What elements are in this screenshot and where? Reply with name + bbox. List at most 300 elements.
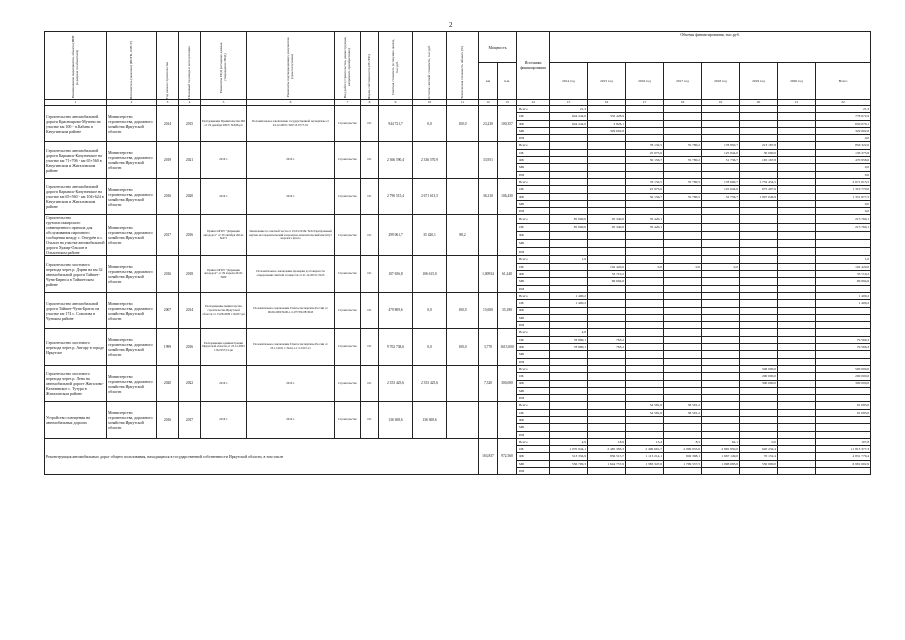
project-documents: 2016 г. (247, 402, 335, 438)
column-number: 9 (379, 100, 413, 106)
funding-cell (664, 186, 702, 193)
funding-cell (550, 200, 588, 207)
funding-cell: 675 407,6 (740, 186, 778, 193)
funding-cell: 35 420,1 (626, 215, 664, 223)
funding-cell (626, 336, 664, 343)
funding-cell (816, 351, 871, 358)
funding-cell (550, 149, 588, 156)
funding-cell (550, 387, 588, 394)
table-body (45, 106, 871, 475)
funding-cell (740, 271, 778, 278)
funding-cell (778, 292, 816, 299)
funding-cell (778, 307, 816, 314)
table-row (45, 178, 871, 185)
funding-cell (550, 193, 588, 200)
funding-cell (740, 409, 778, 416)
funding-cell (626, 329, 664, 336)
funding-source-label: МБ (517, 314, 550, 321)
funding-cell (778, 409, 816, 416)
table-row (45, 256, 871, 263)
funding-cell (702, 300, 740, 307)
funding-cell (740, 402, 778, 409)
project-documents: Положительное заключение проверки достоверности определения сметной стоимости от 21.12.2015г. №23 (247, 256, 335, 292)
project-name: Строительство автомобильной дороги Карымск-Качугинское на участке км 65+560 - км 104+624 в Качугинском и Жигаловском районе (45, 178, 107, 214)
funding-cell (778, 416, 816, 423)
funding-cell (626, 314, 664, 321)
funding-cell (702, 208, 740, 215)
funding-cell (778, 135, 816, 142)
funding-cell (702, 171, 740, 178)
funding-cell: 0,0 (816, 171, 871, 178)
funding-cell (816, 314, 871, 321)
funding-cell (588, 231, 626, 239)
project-pm (498, 142, 517, 178)
funding-cell (664, 395, 702, 402)
funding-cell (550, 142, 588, 149)
funding-cell (702, 402, 740, 409)
funding-cell (778, 424, 816, 431)
funding-cell (740, 300, 778, 307)
funding-cell (626, 292, 664, 299)
funding-cell: 51 736,7 (702, 157, 740, 164)
funding-cell (664, 365, 702, 372)
funding-source-label: Всего (517, 365, 550, 372)
funding-cell (588, 358, 626, 365)
funding-cell (740, 322, 778, 329)
funding-cell (588, 106, 626, 113)
funding-cell: 52 756,7 (702, 193, 740, 200)
project-psd: Приказ ОГКУ "Дирекция автодорог" от 29 апреля 2015г. №80 (201, 256, 247, 292)
funding-cell: 329 602,8 (816, 127, 871, 134)
funding-cell (550, 186, 588, 193)
project-ownership: ОС (361, 402, 379, 438)
funding-source-label: ФБ (517, 271, 550, 278)
funding-cell (702, 416, 740, 423)
funding-cell (816, 307, 871, 314)
funding-source-label: ИИ (517, 208, 550, 215)
project-work-type: Строительство (335, 365, 361, 401)
funding-cell: 95 340,0 (588, 223, 626, 231)
funding-cell (740, 329, 778, 336)
header-2018: 2018 год (702, 63, 740, 100)
funding-cell: 2 099 055,6 (664, 446, 702, 453)
funding-cell (664, 120, 702, 127)
project-start-year: 2016 (157, 178, 179, 214)
funding-cell (626, 358, 664, 365)
funding-cell (550, 314, 588, 321)
funding-cell (702, 431, 740, 438)
project-readiness: 100,0 (447, 292, 479, 328)
funding-cell (664, 424, 702, 431)
funding-cell (626, 271, 664, 278)
funding-cell: 35 420,1 (626, 223, 664, 231)
funding-cell: 4,9 (550, 438, 588, 445)
funding-cell: 50 156,7 (626, 193, 664, 200)
funding-cell: 21,3 (816, 106, 871, 113)
funding-cell (588, 424, 626, 431)
project-end-year: 2016 (179, 329, 201, 365)
funding-source-label: МБ (517, 387, 550, 394)
project-psd: 2016 г. (201, 365, 247, 401)
funding-cell (702, 314, 740, 321)
project-estimate: 9 702 738,6 (379, 329, 413, 365)
column-number: 12 (479, 100, 498, 106)
funding-source-label: ИИ (517, 358, 550, 365)
funding-cell (816, 322, 871, 329)
funding-cell (588, 416, 626, 423)
project-readiness: 88,2 (447, 215, 479, 256)
project-name: Устройство освещения на автомобильных дорогах (45, 402, 107, 438)
project-work-type: Строительство (335, 329, 361, 365)
funding-cell (588, 256, 626, 263)
funding-cell (778, 240, 816, 248)
funding-cell (740, 164, 778, 171)
funding-cell: 2 485 383,3 (588, 446, 626, 453)
funding-cell (664, 149, 702, 156)
project-readiness (447, 402, 479, 438)
funding-cell (778, 431, 816, 438)
project-pm (498, 215, 517, 256)
funding-cell: 1,6 (550, 256, 588, 263)
funding-cell (550, 240, 588, 248)
funding-cell (702, 307, 740, 314)
funding-cell (702, 285, 740, 292)
funding-cell: 78 880,1 (550, 344, 588, 351)
funding-cell: 213 187,8 (740, 142, 778, 149)
funding-cell (550, 171, 588, 178)
project-psd: Приказ ОГКУ "Дирекция автодорог" от 30 октября 2014г. №471 (201, 215, 247, 256)
project-customer: Министерство строительства, дорожного хозяйства Иркутской области (107, 106, 157, 142)
funding-cell: 79 566,3 (816, 336, 871, 343)
funding-source-label: Всего (517, 329, 550, 336)
funding-cell (626, 387, 664, 394)
funding-cell (740, 223, 778, 231)
header-pm: п.м. (498, 63, 517, 100)
project-end-year: 2015 (179, 106, 201, 142)
funding-cell (588, 468, 626, 475)
funding-cell (588, 200, 626, 207)
project-remaining: 106 615,0 (413, 256, 447, 292)
project-estimate: 479 809,6 (379, 292, 413, 328)
funding-source-label: ИИ (517, 248, 550, 256)
project-name: Строительство автомобильной дороги Карымск-Качугинское на участке км 71+706 - км 65+560 в Качугинском и Жигаловском районе (45, 142, 107, 178)
funding-cell (702, 424, 740, 431)
funding-source-label: ИИ (517, 322, 550, 329)
funding-cell (588, 157, 626, 164)
funding-cell (588, 149, 626, 156)
funding-cell: 35 780,5 (664, 193, 702, 200)
funding-source-label: ИИ (517, 431, 550, 438)
funding-cell (778, 149, 816, 156)
project-end-year: 2018 (179, 256, 201, 292)
total-pm: 972,560 (498, 438, 517, 474)
funding-cell (702, 373, 740, 380)
table-row (45, 329, 871, 336)
funding-cell: 1,0 (816, 256, 871, 263)
funding-cell (588, 431, 626, 438)
funding-cell (778, 446, 816, 453)
funding-cell (702, 329, 740, 336)
funding-cell (740, 351, 778, 358)
project-psd: 2016 г. (201, 142, 247, 178)
funding-source-label: Всего (517, 292, 550, 299)
funding-cell: 6 981 602,9 (816, 460, 871, 467)
funding-cell: 200 000,0 (740, 373, 778, 380)
funding-cell (550, 263, 588, 270)
project-documents: 2016 г. (247, 142, 335, 178)
project-remaining: 2 353 425,6 (413, 365, 447, 401)
project-customer: Министерство строительства, дорожного хозяйства Иркутской области (107, 402, 157, 438)
funding-cell (550, 178, 588, 185)
funding-cell (740, 208, 778, 215)
funding-cell (778, 336, 816, 343)
project-work-type: Строительство (335, 256, 361, 292)
column-number: 11 (447, 100, 479, 106)
table-row (45, 215, 871, 223)
funding-cell (740, 135, 778, 142)
funding-cell: 70 152,4 (740, 453, 778, 460)
header-volume: Объемы финансирования, тыс.руб. (550, 32, 871, 63)
project-remaining: 136 308,6 (413, 402, 447, 438)
project-end-year: 2020 (179, 178, 201, 214)
funding-cell: 644 244,0 (550, 120, 588, 127)
funding-cell (550, 358, 588, 365)
funding-source-label: ИИ (517, 468, 550, 475)
project-pm: 100,357 (498, 106, 517, 142)
project-km: 3,770 (479, 329, 498, 365)
funding-cell (626, 171, 664, 178)
project-ownership: ОС (361, 329, 379, 365)
project-readiness: 100,0 (447, 329, 479, 365)
funding-cell: 1 709 557,5 (664, 460, 702, 467)
funding-cell: 85 000,0 (550, 223, 588, 231)
funding-cell (740, 387, 778, 394)
financing-table (44, 31, 871, 475)
column-number: 7 (335, 100, 361, 106)
funding-source-label: МБ (517, 278, 550, 285)
project-documents: Положительное заключение Главгосэкспертизы России от 06.06.2009 №00-1-5-077/09-08/3043 (247, 292, 335, 328)
funding-cell: 79 566,3 (816, 344, 871, 351)
funding-cell (778, 365, 816, 372)
funding-source-label: ИИ (517, 285, 550, 292)
project-customer: Министерство строительства, дорожного хозяйства Иркутской области (107, 365, 157, 401)
funding-cell (778, 395, 816, 402)
funding-source-label: МБ (517, 240, 550, 248)
funding-cell: 69 694,6 (588, 278, 626, 285)
funding-cell (778, 468, 816, 475)
project-remaining: 0,0 (413, 106, 447, 142)
project-remaining: 35 420,1 (413, 215, 447, 256)
funding-source-label: Всего (517, 402, 550, 409)
project-remaining: 2 336 570,9 (413, 142, 447, 178)
funding-source-label: ФБ (517, 120, 550, 127)
funding-source-label: ОБ (517, 336, 550, 343)
funding-cell: 1 400,2 (816, 300, 871, 307)
column-number: 6 (247, 100, 335, 106)
funding-cell (778, 314, 816, 321)
column-number: 17 (626, 100, 664, 106)
funding-source-label: МБ (517, 200, 550, 207)
funding-cell (664, 416, 702, 423)
funding-cell (626, 395, 664, 402)
funding-source-label: ОБ (517, 263, 550, 270)
funding-cell (664, 200, 702, 207)
project-readiness (447, 365, 479, 401)
project-start-year: 2019 (157, 142, 179, 178)
funding-cell (664, 113, 702, 120)
funding-cell (778, 438, 816, 445)
funding-cell (778, 120, 816, 127)
funding-cell: 0,0 (816, 200, 871, 207)
project-work-type: Строительство (335, 178, 361, 214)
funding-cell: 1 383 347,6 (626, 460, 664, 467)
funding-cell: 69 694,6 (816, 278, 871, 285)
funding-cell: 763,2 (588, 336, 626, 343)
header-ownership: Форма собственности (ГС/МС) (361, 32, 379, 100)
funding-cell (588, 142, 626, 149)
funding-cell (702, 106, 740, 113)
funding-cell (664, 127, 702, 134)
header-row (45, 32, 871, 63)
funding-cell (664, 271, 702, 278)
funding-cell (550, 373, 588, 380)
project-name: Строительство автомобильной дороги Красноярово-Мутино на участке км 100 - п.Кабань в Качугинском районе (45, 106, 107, 142)
project-name: Строительство мостового перехода через р. Лена на автомобильной дороге Жигалово-Казачинское с. Тутура в Жигаловском районе (45, 365, 107, 401)
funding-cell: 1 097 046,9 (740, 193, 778, 200)
funding-cell (740, 240, 778, 248)
header-2019: 2019 год (740, 63, 778, 100)
project-start-year: 2020 (157, 365, 179, 401)
funding-cell (626, 135, 664, 142)
project-readiness (447, 256, 479, 292)
funding-cell (702, 278, 740, 285)
column-number: 1 (45, 100, 107, 106)
funding-cell (778, 256, 816, 263)
funding-cell (550, 365, 588, 372)
funding-cell (550, 307, 588, 314)
project-estimate: 2 796 515,4 (379, 178, 413, 214)
funding-cell (778, 373, 816, 380)
funding-cell (588, 314, 626, 321)
funding-cell (550, 409, 588, 416)
funding-cell: 0,0 (816, 135, 871, 142)
header-total: Всего (816, 63, 871, 100)
header-documents: Реквизиты подтверждающих документов (срок получения) (247, 32, 335, 100)
funding-cell: 1 098 683,0 (702, 460, 740, 467)
funding-cell (702, 240, 740, 248)
funding-cell (550, 157, 588, 164)
funding-cell: 76 132,5 (626, 178, 664, 185)
funding-cell (702, 127, 740, 134)
funding-cell: 1 400,2 (816, 292, 871, 299)
funding-cell (778, 215, 816, 223)
funding-cell (816, 424, 871, 431)
project-ownership: ОС (361, 106, 379, 142)
funding-cell: 11 813 377,3 (816, 446, 871, 453)
funding-source-label: Всего (517, 256, 550, 263)
funding-cell: 30 000,0 (740, 149, 778, 156)
project-work-type: Строительство (335, 402, 361, 438)
funding-cell (550, 231, 588, 239)
funding-cell (550, 271, 588, 278)
funding-cell (664, 223, 702, 231)
funding-cell: 35 780,2 (664, 142, 702, 149)
funding-cell (626, 120, 664, 127)
funding-cell (626, 380, 664, 387)
funding-cell (626, 113, 664, 120)
funding-cell (550, 468, 588, 475)
header-estimate: Сметная стоимость (в текущих ценах), тыс.руб. (379, 32, 413, 100)
project-work-type: Строительство (335, 106, 361, 142)
column-number: 4 (179, 100, 201, 106)
funding-source-label: ОБ (517, 300, 550, 307)
funding-source-label: ОБ (517, 149, 550, 156)
funding-cell (778, 193, 816, 200)
table-row (45, 106, 871, 113)
project-customer: Министерство строительства, дорожного хозяйства Иркутской области (107, 178, 157, 214)
funding-cell (702, 135, 740, 142)
funding-cell: 2 671 613,5 (816, 178, 871, 185)
funding-cell: 0,0 (740, 438, 778, 445)
funding-source-label: Всего (517, 142, 550, 149)
funding-cell (550, 248, 588, 256)
funding-source-label: ФБ (517, 380, 550, 387)
column-number: 18 (664, 100, 702, 106)
header-2014: 2014 год (550, 63, 588, 100)
funding-cell (740, 336, 778, 343)
funding-cell (626, 248, 664, 256)
funding-cell: 0,0 (816, 208, 871, 215)
funding-cell (664, 135, 702, 142)
project-ownership: ОС (361, 215, 379, 256)
funding-cell (702, 248, 740, 256)
project-name: Строительство автомобильной дороги Тайшет-Чуна-Братск на участке км 174 с. Соколова в Чунском районе (45, 292, 107, 328)
funding-cell (626, 256, 664, 263)
funding-cell: 102 420,0 (588, 263, 626, 270)
funding-cell (702, 120, 740, 127)
project-estimate: 136 308,6 (379, 402, 413, 438)
project-km: 7,320 (479, 365, 498, 401)
funding-source-label: ФБ (517, 453, 550, 460)
project-name: Строительство мостового перехода через р. Ангару в городе Иркутске (45, 329, 107, 365)
project-end-year: 2014 (179, 292, 201, 328)
funding-cell: 0,0 (626, 263, 664, 270)
funding-cell (626, 307, 664, 314)
funding-cell (664, 285, 702, 292)
funding-cell: 35 780,2 (664, 157, 702, 164)
funding-cell (588, 387, 626, 394)
funding-cell: 25 975,6 (626, 186, 664, 193)
header-remaining: Остаток сметной стоимости, тыс.руб. (413, 32, 447, 100)
funding-cell (588, 329, 626, 336)
funding-cell (778, 178, 816, 185)
funding-cell (778, 351, 816, 358)
funding-cell (778, 329, 816, 336)
funding-cell: 1 319 770,0 (816, 186, 871, 193)
project-end-year: 2016 (179, 215, 201, 256)
funding-cell: 36 501,2 (664, 409, 702, 416)
project-pm: 300,000 (498, 365, 517, 401)
funding-cell (816, 395, 871, 402)
funding-cell (778, 285, 816, 292)
funding-cell (702, 344, 740, 351)
funding-cell (664, 351, 702, 358)
funding-source-label: Всего (517, 215, 550, 223)
column-number: 21 (778, 100, 816, 106)
column-number: 22 (816, 100, 871, 106)
funding-cell: 13,4 (626, 438, 664, 445)
funding-cell: 778 672,9 (816, 113, 871, 120)
